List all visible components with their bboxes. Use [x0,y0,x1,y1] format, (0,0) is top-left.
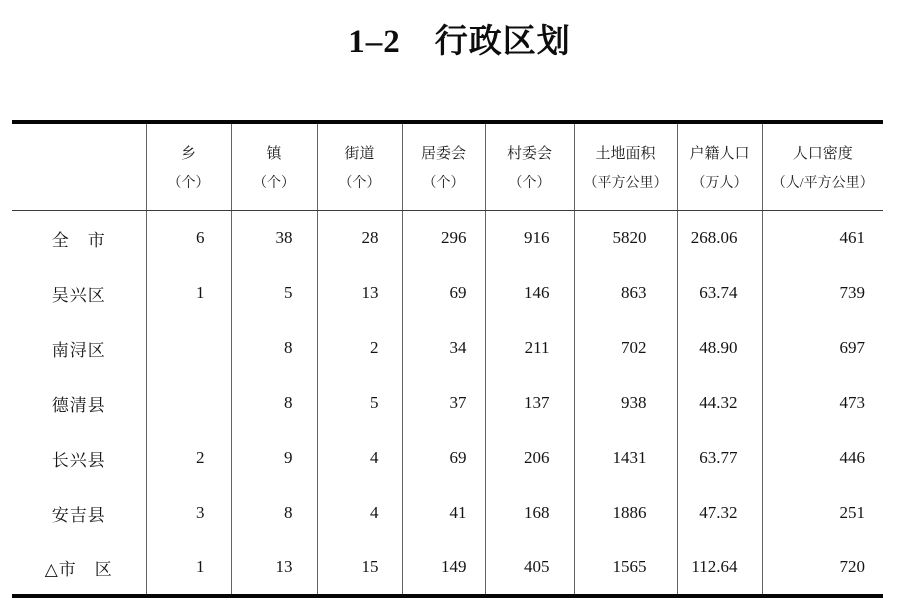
cell: 697 [762,321,883,376]
row-label: 安吉县 [51,505,106,525]
page-title: 1–2 行政区划 [348,24,571,60]
table-body [12,211,883,596]
column-unit: （万人） [691,176,748,191]
cell: 1 [146,541,231,596]
cell: 405 [485,541,574,596]
cell: 137 [485,376,574,431]
cell: 146 [485,266,574,321]
table-row [12,431,883,486]
table-row [12,486,883,541]
column-header-zhen [231,122,317,211]
column-unit: （个） [338,176,381,191]
column-unit: （平方公里） [583,176,668,191]
column-header-registered-population [677,122,762,211]
cell: 69 [402,266,485,321]
cell: 28 [317,211,402,266]
cell: 69 [402,431,485,486]
cell: 13 [317,266,402,321]
cell: 5820 [574,211,677,266]
cell: 473 [762,376,883,431]
column-name: 镇 [266,146,282,162]
cell: 6 [146,211,231,266]
cell: 63.74 [677,266,762,321]
cell: 206 [485,431,574,486]
table-row [12,266,883,321]
column-unit: （个） [422,176,465,191]
cell: 2 [317,321,402,376]
cell: 461 [762,211,883,266]
column-header-land-area [574,122,677,211]
cell: 47.32 [677,486,762,541]
cell [146,376,231,431]
cell: 9 [231,431,317,486]
cell: 4 [317,431,402,486]
column-name: 居委会 [420,146,466,162]
cell: 34 [402,321,485,376]
header-row [12,122,883,211]
column-unit: （个） [508,176,551,191]
cell: 15 [317,541,402,596]
column-name: 乡 [180,146,196,162]
table-row [12,321,883,376]
column-name: 人口密度 [792,146,853,162]
cell: 863 [574,266,677,321]
column-header-jiedao [317,122,402,211]
cell: 38 [231,211,317,266]
column-name: 村委会 [506,146,552,162]
cell: 2 [146,431,231,486]
cell: 41 [402,486,485,541]
table-row [12,211,883,266]
row-label: 德清县 [51,395,106,415]
cell: 5 [231,266,317,321]
cell: 1 [146,266,231,321]
cell: 112.64 [677,541,762,596]
row-label: 全 市 [51,230,106,250]
cell: 211 [485,321,574,376]
cell: 5 [317,376,402,431]
column-name: 街道 [344,146,375,162]
column-header-xiang [146,122,231,211]
cell: 168 [485,486,574,541]
cell: 3 [146,486,231,541]
cell: 446 [762,431,883,486]
cell: 149 [402,541,485,596]
cell: 739 [762,266,883,321]
cell: 8 [231,486,317,541]
column-unit: （人/平方公里） [771,176,874,191]
cell: 44.32 [677,376,762,431]
table-header [12,122,883,211]
column-unit: （个） [253,176,295,191]
column-name: 户籍人口 [689,146,750,162]
cell: 48.90 [677,321,762,376]
row-label: 吴兴区 [51,285,106,305]
cell: 720 [762,541,883,596]
column-header-juweihui [402,122,485,211]
cell: 251 [762,486,883,541]
column-name: 土地面积 [595,146,656,162]
row-label: 长兴县 [51,450,106,470]
row-label: 南浔区 [51,340,106,360]
cell: 4 [317,486,402,541]
cell: 702 [574,321,677,376]
corner-cell [12,122,146,211]
cell: 1565 [574,541,677,596]
row-label: △市 区 [44,559,113,579]
table-row [12,376,883,431]
cell: 1886 [574,486,677,541]
cell: 37 [402,376,485,431]
table-row [12,541,883,596]
cell [146,321,231,376]
cell: 13 [231,541,317,596]
cell: 1431 [574,431,677,486]
cell: 63.77 [677,431,762,486]
column-header-population-density [762,122,883,211]
cell: 296 [402,211,485,266]
cell: 916 [485,211,574,266]
cell: 938 [574,376,677,431]
admin-divisions-table [12,120,883,598]
cell: 268.06 [677,211,762,266]
column-header-cunweihui [485,122,574,211]
cell: 8 [231,321,317,376]
column-unit: （个） [167,176,210,191]
cell: 8 [231,376,317,431]
